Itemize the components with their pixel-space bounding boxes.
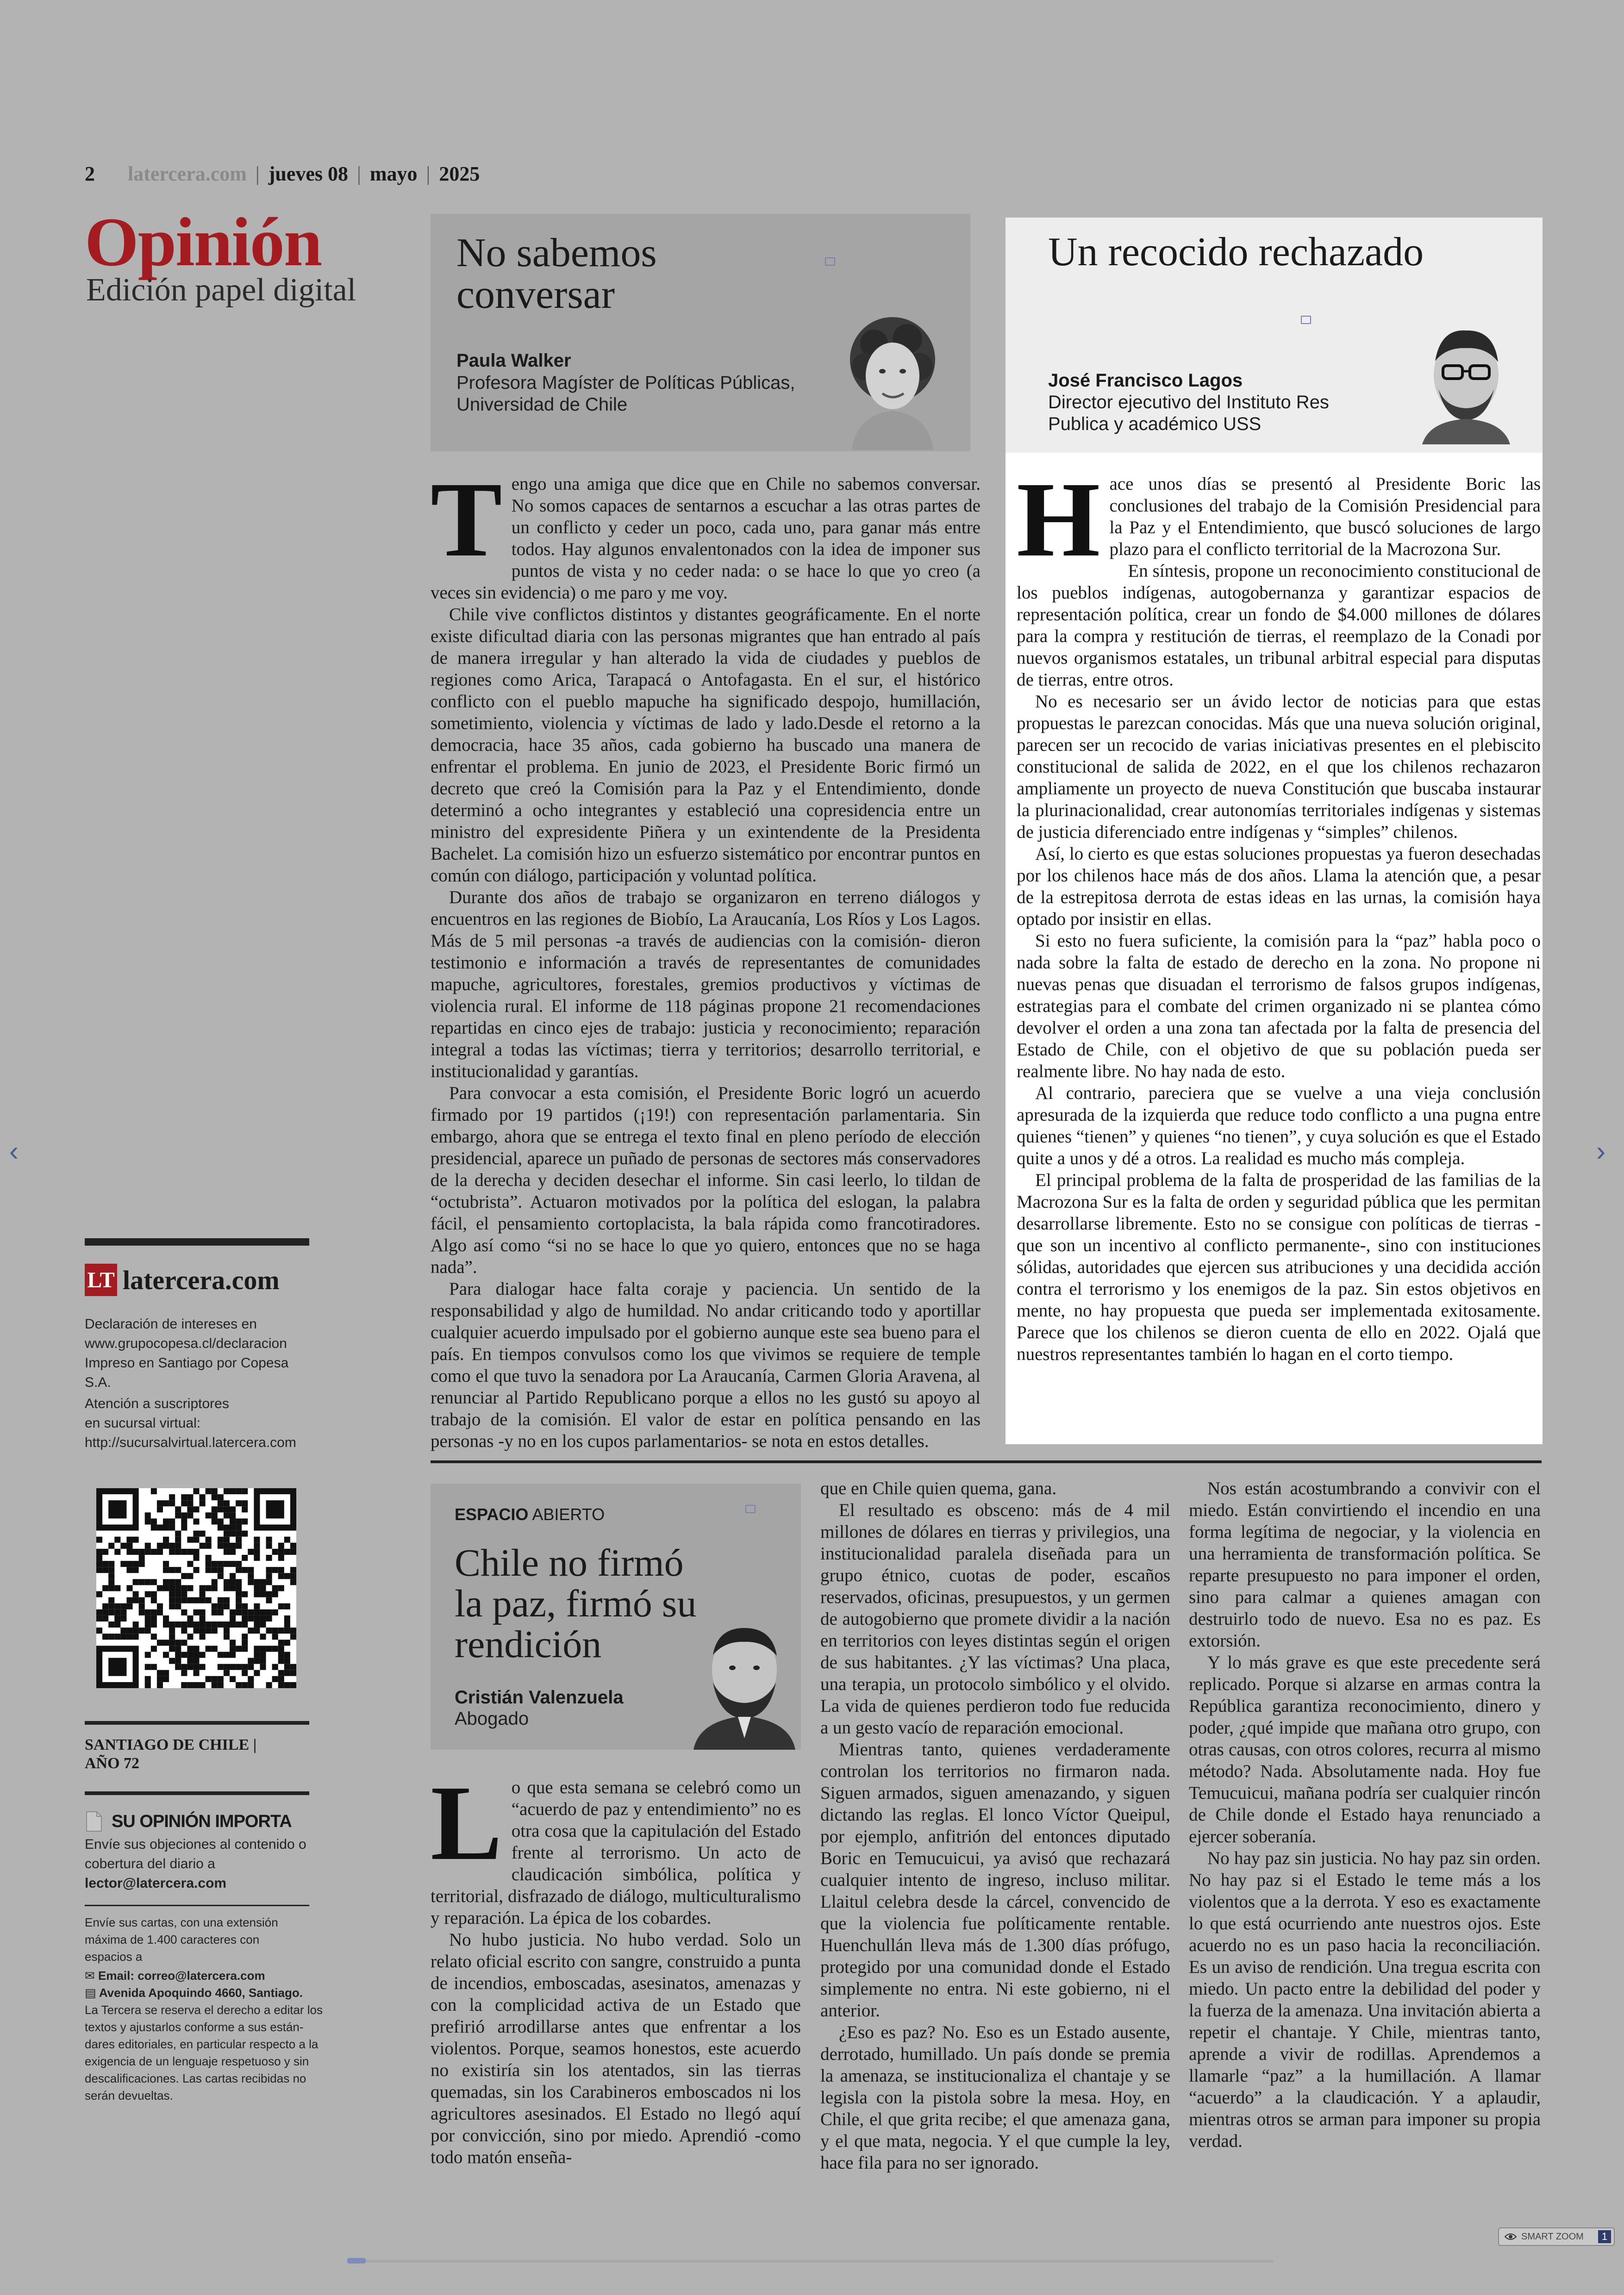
author-portrait [690, 1618, 796, 1750]
sidebar-rule [85, 1721, 309, 1725]
sidebar-declaration [85, 1315, 316, 1392]
separator: | [357, 162, 361, 185]
dropcap: H [1017, 460, 1100, 579]
paragraph: En síntesis, propone un reconocimiento constitucional de los pueblos indígenas, autogobernanza y garantizar espacios de representación política, crear un fondo de $4.000 millones de dólares para la compra y restitución de tierras, el reemplazo de la Conadi por nuevos organismos estatales, un tribunal arbitral especial para disputas de tierras, entre otros. [1017, 561, 1541, 690]
mailbox-icon: ▤ [85, 1986, 99, 2000]
smart-zoom-button[interactable] [1498, 2227, 1615, 2246]
separator: | [255, 162, 260, 185]
text-line[interactable]: http://sucursalvirtual.latercera.com [85, 1435, 296, 1450]
email-line[interactable] [85, 1967, 325, 1984]
paragraph: Y lo más grave es que este precedente será replicado. Porque si alzarse en armas contra la República garantiza reconocimiento, dinero y poder, ¿qué impide que mañana otro grupo, con otras causas, con otros colores, recurra al mismo método? Nada. Absolutamente nada. Hoy fue Temucuicui, mañana podría ser cualquier rincón de Chile donde el Estado haya renunciado a ejercer soberanía. [1189, 1653, 1541, 1846]
headline-line: No sabemos [456, 231, 657, 275]
page-indicator: 1 [1598, 2230, 1611, 2243]
headline-line: conversar [456, 272, 615, 317]
mail-icon: ✉ [85, 1969, 99, 1983]
article1-headline [456, 232, 657, 316]
sidebar-rule [85, 1238, 309, 1246]
address-text: Avenida Apoquindo 4660, Santiago. [99, 1986, 303, 2000]
previous-page-button[interactable]: ‹ [9, 1135, 19, 1166]
paragraph: No hubo justicia. No hubo verdad. Solo un relato oficial escrito con sangre, construido a punta de incendios, emboscadas, asesinatos, amenazas y con la complicidad activa de un Estado que prefirió arrodillarse antes que enfrentar a los violentos. Porque, seamos honestos, este acuerdo no existiría sin los atentados, sin las tierras quemadas, sin los Carabineros emboscados ni los agricultores asesinados. El Estado no llegó aquí por convicción, sino por miedo. Aprendió -como todo matón enseña- [431, 1930, 801, 2167]
article3-column-1 [431, 1764, 801, 2168]
author-portrait [838, 311, 944, 450]
paragraph: Durante dos años de trabajo se organizaron en terreno diálogos y encuentros en las regiones de Biobío, La Araucanía, Los Ríos y Los Lagos. Más de 5 mil personas -a través de audiencias con la comisión- dieron testimonio e información a través de representantes de comunidades mapuche, agricultores, forestales, gremios productivos y víctimas de violencia rural. El informe de 118 páginas propone 21 recomendaciones repartidas en cinco ejes de trabajo: justicia y reconocimiento; reparación integral a todas las víctimas; tierra y territorios; desarrollo territorial, e institucionalidad y garantías. [431, 887, 981, 1081]
latercera-logo[interactable] [85, 1264, 280, 1296]
text-line: serán devueltas. [85, 2089, 173, 2102]
smart-zoom-label: SMART ZOOM [1521, 2231, 1584, 2242]
paragraph: o que esta semana se celebró como un “acuerdo de paz y entendimiento” no es otra cosa que la capitulación del Estado frente al terrorismo. Un acto de claudicación simbólica, política y territorial, disfrazado de diálogo, multiculturalismo y reparación. La épica de los cobardes. [431, 1777, 801, 1928]
page-scrollbar[interactable] [347, 2260, 1273, 2263]
headline-line: la paz, firmó su [455, 1582, 697, 1625]
text-line: La Tercera se reserva el derecho a editar los [85, 2003, 323, 2017]
paragraph: ace unos días se presentó al Presidente Boric las conclusiones del trabajo de la Comisión Presidencial para la Paz y el Entendimiento, que buscó soluciones de largo plazo para el conflicto territorial de la Macrozona Sur. [1109, 474, 1541, 559]
article3-author: Cristián Valenzuela [455, 1687, 624, 1708]
headline-line: Chile no firmó [455, 1541, 684, 1584]
article1-body [431, 460, 981, 1452]
section-title: Opinión [85, 204, 322, 281]
masthead [85, 162, 480, 186]
paragraph: ¿Eso es paz? No. Eso es un Estado ausente, derrotado, humillado. Un país donde se premia la amenaza, se institucionaliza el chantaje y se legisla con la pistola sobre la mesa. Hoy, en Chile, el que grita recibe; el que amenaza gana, y el que mata, negocia. Y el que cumple la ley, hace fila para no ser ignorado. [820, 2022, 1170, 2173]
text-line[interactable]: www.grupocopesa.cl/declaracion [85, 1336, 287, 1351]
role-line: Universidad de Chile [456, 394, 628, 415]
email-link[interactable]: lector@latercera.com [85, 1876, 227, 1891]
logo-mark: LT [85, 1264, 117, 1296]
scrollbar-thumb[interactable] [347, 2258, 366, 2264]
text-line: Atención a suscriptores [85, 1396, 229, 1411]
kicker-light: ABIERTO [532, 1505, 605, 1524]
paragraph: Chile vive conflictos distintos y distantes geográficamente. En el norte existe dificultad diaria con las personas migrantes que han entrado al país de manera irregular y han alterado la vida de ciudades y pueblos de regiones como Arica, Tarapacá o Antofagasta. En el sur, el histórico conflicto con el pueblo mapuche ha significado despojo, humillación, sometimiento, violencia y víctimas de lado y lado.Desde el retorno a la democracia, hace 35 años, cada gobierno ha buscado una manera de enfrentar el problema. En junio de 2023, el Presidente Boric firmó un decreto que creó la Comisión para la Paz y el Entendimiento, donde determinó a ocho integrantes y estableció una copresidencia entre un ministro del expresidente Piñera y un exintendente de la Presidenta Bachelet. La comisión hizo un esfuerzo sistemático por encontrar puntos en común con diálogo, participación y voluntad política. [431, 605, 981, 886]
email-text: Email: correo@latercera.com [98, 1969, 265, 1983]
paragraph: Nos están acostumbrando a convivir con el miedo. Están convirtiendo el incendio en una forma legítima de negociar, y la violencia en una herramienta de transformación política. Se reparte presupuesto no para imponer el orden, sino para calmar a quienes amagan con destruirlo todo de nuevo. Esa no es paz. Es extorsión. [1189, 1478, 1541, 1651]
paragraph: No hay paz sin justicia. No hay paz sin orden. No hay paz si el Estado le teme más a los violentos que a la derrota. Y eso es exactamente lo que está ocurriendo ante nuestros ojos. Este acuerdo no es un paso hacia la reconciliación. Es un aviso de rendición. Una tregua escrita con miedo. Un pacto entre la debilidad del poder y la fuerza de la amenaza. Una invitación abierta a repetir el chantaje. Y Chile, mientras tanto, aprende a vivir de rodillas. Aprendemos a llamarle “paz” a la humillación. A llamar “acuerdo” a la claudicación. Y a aplaudir, mientras otros se arman para imponer su propia verdad. [1189, 1848, 1541, 2151]
qr-code[interactable] [96, 1488, 296, 1688]
paragraph: Para dialogar hace falta coraje y paciencia. Un sentido de la responsabilidad y algo de humildad. No andar criticando todo y aportillar cualquier acuerdo impulsado por el gobierno aunque este sea bueno para el país. En tiempos convulsos como los que vivimos se requiere de temple como el que tuvo la senadora por La Araucanía, Carmen Gloria Aravena, al renunciar al Partido Republicano porque a ellos no les gustó su apoyo al trabajo de la comisión. El valor de estar en política pensando en las personas -y no en los cupos parlamentarios- se nota en estos detalles. [431, 1279, 981, 1451]
masthead-day: jueves 08 [268, 162, 349, 185]
article3-author-role: Abogado [455, 1709, 529, 1729]
masthead-month: mayo [369, 162, 418, 185]
image-icon[interactable] [1301, 316, 1311, 324]
role-line: Director ejecutivo del Instituto Res [1048, 392, 1329, 412]
sidebar-subscribers [85, 1394, 316, 1453]
article3-column-2 [820, 1478, 1170, 2174]
paragraph: engo una amiga que dice que en Chile no sabemos conversar. No somos capaces de sentarnos a escuchar a las otras partes de un conflicto y ceder un poco, cada uno, para ganar más entre todos. Hay algunos envalentonados con la idea de imponer sus puntos de vista y no ceder nada: o se hace lo que yo creo (a veces sin evidencia) o me paro y me voy. [431, 474, 981, 603]
article3-kicker [455, 1505, 605, 1524]
address-line [85, 1984, 325, 2002]
sidebar-rule [85, 1791, 309, 1795]
text-line: cobertura del diario a [85, 1856, 215, 1871]
paragraph: Mientras tanto, quienes verdaderamente controlan los territorios no firmaron nada. Siguen armados, siguen amenazando, y siguen dictando las reglas. El lonco Víctor Queipul, por ejemplo, anfitrión del entonces diputado Boric en Temucuicui, ya avisó que rechazará cualquier intento de ingreso, incluso militar. Llaitul celebra desde la cárcel, convencido de que la violencia fue políticamente rentable. Huenchullán lleva más de 1.300 días prófugo, protegido por una comunidad donde el Estado simplemente no entra. Ni este gobierno, ni el anterior. [820, 1740, 1170, 2021]
logo-name: latercera.com [123, 1265, 280, 1295]
text-line: SANTIAGO DE CHILE | [85, 1736, 257, 1753]
text-line: Impreso en Santiago por Copesa S.A. [85, 1355, 289, 1390]
masthead-year: 2025 [439, 162, 480, 185]
paragraph: Al contrario, pareciera que se vuelve a una vieja conclusión apresurada de la izquierda que reduce todo conflicto a una pugna entre quienes “tienen” y quienes “no tienen”, y cuya solución es que el Estado quite a unos y dé a otros. La realidad es mucho más compleja. [1017, 1083, 1541, 1168]
article2-header [1006, 218, 1543, 453]
dropcap: T [431, 460, 502, 579]
text-line: AÑO 72 [85, 1755, 140, 1772]
eye-icon [1505, 2233, 1517, 2240]
text-line: descalificaciones. Las cartas recibidas no [85, 2071, 306, 2085]
text-line: exigencia de un lenguaje respetuoso y sin [85, 2054, 309, 2068]
paragraph: Para convocar a esta comisión, el Presidente Boric logró un acuerdo firmado por 19 partidos (¡19!) con representación parlamentaria. Sin embargo, ahora que se entrega el texto final en pleno período de elección presidencial, aparece un puñado de personas de sectores más conservadores de la derecha y deciden desechar el informe. Sin casi leerlo, lo tildan de “octubrista”. Actuaron motivados por la política del eslogan, la palabra fácil, el pensamiento cortoplacista, la bala rápida como francotiradores. Algo así como “si no se hace lo que yo quiero, entonces que no se haga nada”. [431, 1083, 981, 1277]
image-icon[interactable] [745, 1505, 756, 1513]
paragraph: que en Chile quien quema, gana. [820, 1478, 1057, 1498]
text-line: dares editoriales, en particular respecto a la [85, 2037, 319, 2051]
sidebar-opinion-box [85, 1811, 316, 1893]
section-subtitle: Edición papel digital [86, 272, 356, 308]
text-line: Declaración de intereses en [85, 1316, 257, 1332]
paragraph: El resultado es obsceno: más de 4 mil millones de dólares en tierras y privilegios, una institucionalidad paralela diseñada para un grupo étnico, cuotas de poder, escaños reservados, oficinas, presupuestos, y un germen de autogobierno que promete dividir a la nación en territorios con leyes distintas según el origen de sus habitantes. ¿Y las víctimas? Una placa, una terapia, un protocolo simbólico y el olvido. La vida de quienes perdieron todo fue reducida a un gesto vacío de reparación emocional. [820, 1500, 1170, 1738]
sidebar-rule [85, 1905, 309, 1906]
article3-headline [455, 1543, 697, 1665]
article2-author-role [1048, 392, 1329, 435]
article1-author-role [456, 372, 795, 416]
opinion-text [85, 1835, 316, 1893]
paragraph: Si esto no fuera suficiente, la comisión para la “paz” habla poco o nada sobre la falta de estado de derecho en la zona. No propone ni nuevas penas que disuadan el terrorismo de falsos grupos indígenas, estrategias para el combate del crimen organizado ni se plantea cómo devolver el orden a una zona tan afectada por la falta de presencia del Estado de Chile, con el objetivo de que su población pueda ser realmente libre. No hay nada de esto. [1017, 931, 1541, 1081]
sidebar-city [85, 1736, 256, 1773]
article2-headline: Un recocido rechazado [1048, 230, 1424, 274]
author-portrait [1418, 319, 1515, 444]
text-line: Envíe sus cartas, con una extensión [85, 1915, 278, 1929]
article2-author: José Francisco Lagos [1048, 370, 1243, 391]
dropcap: L [431, 1764, 502, 1883]
paragraph: Así, lo cierto es que estas soluciones propuestas ya fueron desechadas por los chilenos hace más de dos años. Llama la atención que, a pesar de la estrepitosa derrota de estas ideas en las urnas, la comisión haya optado por insistir en ellas. [1017, 844, 1541, 929]
sidebar-letters [85, 1914, 325, 2104]
text-line: espacios a [85, 1950, 143, 1964]
article2-body [1017, 460, 1541, 1365]
masthead-site: latercera.com [128, 162, 247, 185]
kicker-bold: ESPACIO [455, 1505, 529, 1524]
page-number: 2 [85, 162, 95, 185]
role-line: Publica y académico USS [1048, 414, 1262, 435]
paragraph: El principal problema de la falta de prosperidad de las familias de la Macrozona Sur es la falta de orden y seguridad pública que les permitan desarrollarse libremente. Esto no se consigue con políticas de tierras -que son un incentivo al conflicto permanente-, sino con instituciones sólidas, autoridades que ejercen sus atribuciones y una decidida acción contra el terrorismo y los enemigos de la paz. Sin estos objetivos en mente, no hay propuesta que pueda ser implementada exitosamente. Parece que los chilenos se dieron cuenta de ello en 2022. Ojalá que nuestros representantes también lo hagan en el corto tiempo. [1017, 1170, 1541, 1364]
document-icon [85, 1811, 103, 1832]
text-line: en sucursal virtual: [85, 1416, 201, 1431]
text-line: Envíe sus objeciones al contenido o [85, 1837, 306, 1852]
text-line: textos y ajustarlos conforme a sus están- [85, 2020, 304, 2034]
paragraph: No es necesario ser un ávido lector de noticias para que estas propuestas le parezcan conocidas. Más que una nueva solución original, parecen ser un recocido de varias iniciativas presentes en el plebiscito constitucional de salida de 2022, en el que los chilenos rechazaron ampliamente un proyecto de nueva Constitución que buscaba instaurar la plurinacionalidad, crear autonomías territoriales indígenas y sistemas de justicia diferenciado entre indígenas y “simples” chilenos. [1017, 692, 1541, 842]
opinion-title: SU OPINIÓN IMPORTA [112, 1811, 292, 1831]
next-page-button[interactable]: › [1596, 1135, 1605, 1166]
image-icon[interactable] [825, 257, 835, 266]
section-divider [431, 1460, 1542, 1463]
article3-column-3 [1189, 1478, 1541, 2152]
headline-line: rendición [455, 1623, 602, 1666]
article1-header [431, 214, 970, 451]
role-line: Profesora Magíster de Políticas Públicas, [456, 373, 795, 393]
text-line: máxima de 1.400 caracteres con [85, 1933, 260, 1946]
article3-header [431, 1484, 801, 1750]
separator: | [426, 162, 431, 185]
article1-author: Paula Walker [456, 350, 571, 371]
